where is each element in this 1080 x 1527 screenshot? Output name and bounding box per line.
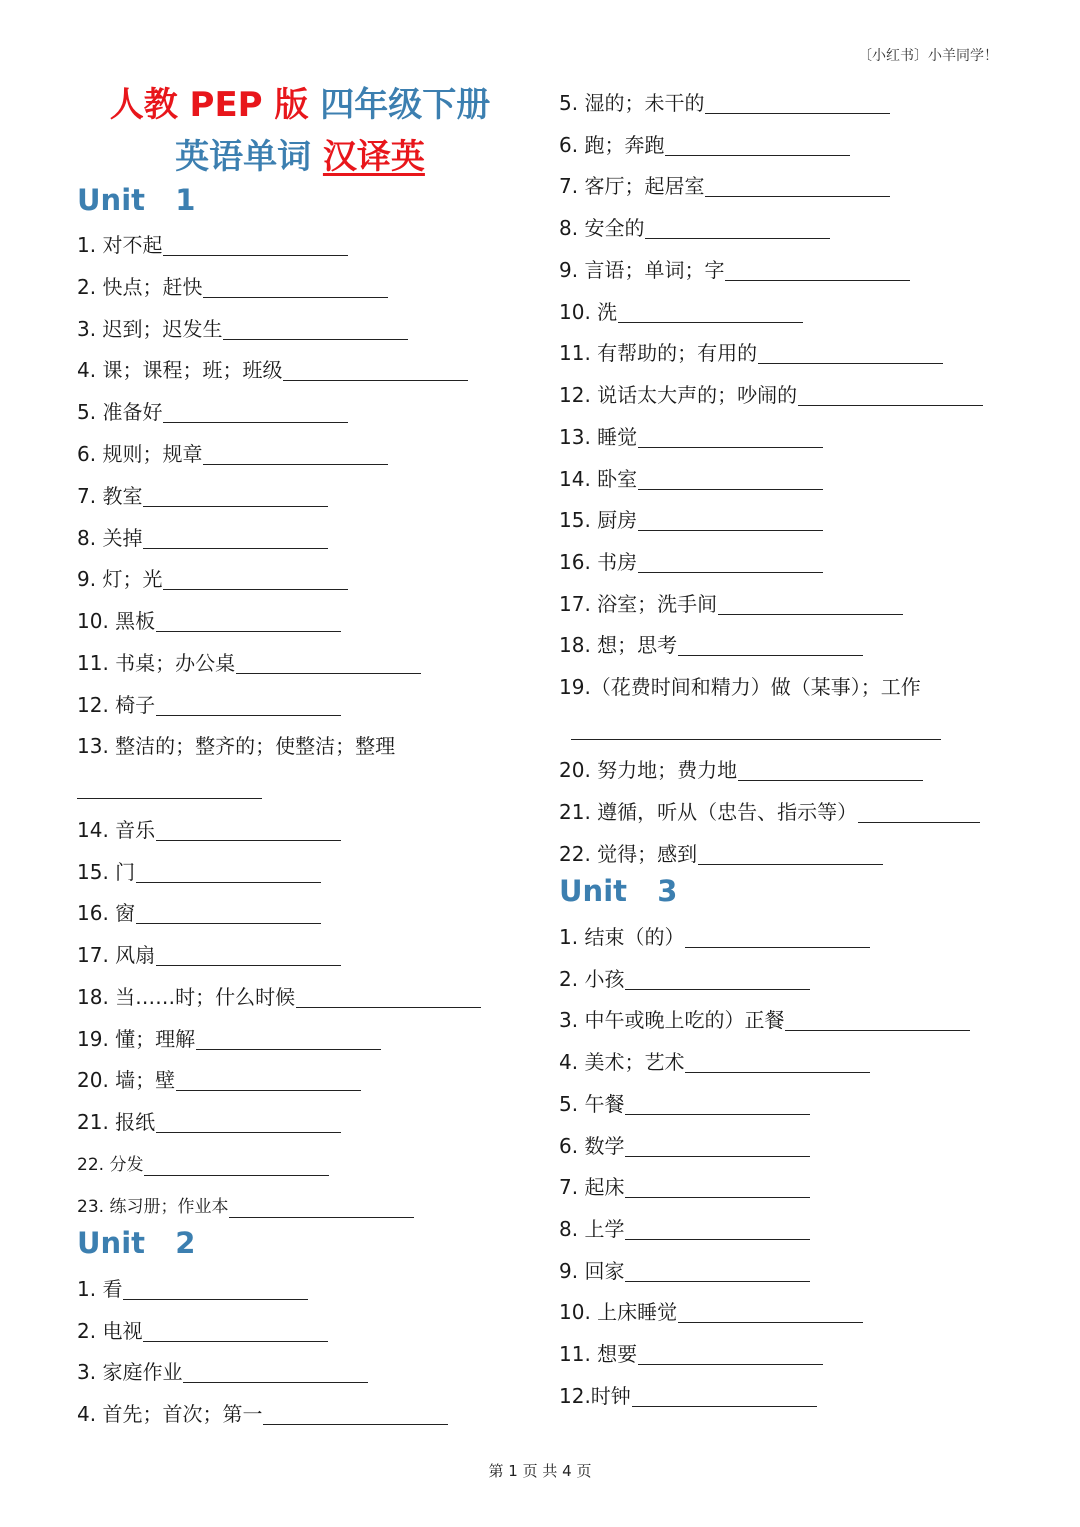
answer-blank[interactable] bbox=[136, 903, 321, 924]
answer-blank[interactable] bbox=[678, 635, 863, 656]
list-item: 15. 厨房 bbox=[559, 506, 823, 534]
list-item: 23. 练习册；作业本 bbox=[77, 1193, 414, 1221]
list-item: 22. 觉得；感到 bbox=[559, 840, 883, 868]
list-item: 1. 看 bbox=[77, 1275, 308, 1303]
list-item: 16. 窗 bbox=[77, 899, 321, 927]
answer-blank[interactable] bbox=[625, 1094, 810, 1115]
list-item: 5. 准备好 bbox=[77, 398, 348, 426]
answer-blank[interactable] bbox=[123, 1279, 308, 1300]
list-item: 19. 懂；理解 bbox=[77, 1025, 381, 1053]
answer-blank[interactable] bbox=[144, 1155, 329, 1176]
answer-blank[interactable] bbox=[638, 552, 823, 573]
list-item: 13. 睡觉 bbox=[559, 423, 823, 451]
list-item: 3. 迟到；迟发生 bbox=[77, 315, 408, 343]
title-line-2 bbox=[60, 137, 540, 177]
list-item: 8. 关掉 bbox=[77, 524, 328, 552]
answer-blank[interactable] bbox=[143, 528, 328, 549]
list-item: 16. 书房 bbox=[559, 548, 823, 576]
list-item: 3. 中午或晚上吃的）正餐 bbox=[559, 1006, 970, 1034]
list-item: 12. 说话太大声的；吵闹的 bbox=[559, 381, 983, 409]
answer-blank[interactable] bbox=[156, 820, 341, 841]
list-item: 5. 午餐 bbox=[559, 1090, 810, 1118]
answer-blank[interactable] bbox=[625, 1261, 810, 1282]
answer-blank[interactable] bbox=[685, 1052, 870, 1073]
list-item: 2. 小孩 bbox=[559, 965, 810, 993]
answer-blank[interactable] bbox=[229, 1197, 414, 1218]
answer-blank[interactable] bbox=[571, 739, 941, 740]
list-item: 1. 结束（的） bbox=[559, 923, 870, 951]
answer-blank[interactable] bbox=[196, 1029, 381, 1050]
list-item: 14. 音乐 bbox=[77, 816, 341, 844]
answer-blank[interactable] bbox=[705, 176, 890, 197]
list-item: 22. 分发 bbox=[77, 1151, 329, 1179]
answer-blank[interactable] bbox=[738, 760, 923, 781]
list-item: 6. 跑；奔跑 bbox=[559, 131, 850, 159]
list-item: 9. 回家 bbox=[559, 1257, 810, 1285]
answer-blank[interactable] bbox=[223, 319, 408, 340]
answer-blank[interactable] bbox=[632, 1386, 817, 1407]
answer-blank[interactable] bbox=[638, 1344, 823, 1365]
title-edition: 人教 PEP 版 bbox=[109, 85, 309, 125]
list-item: 20. 努力地；费力地 bbox=[559, 756, 923, 784]
answer-blank[interactable] bbox=[203, 444, 388, 465]
list-item: 17. 浴室；洗手间 bbox=[559, 590, 903, 618]
list-item: 8. 上学 bbox=[559, 1215, 810, 1243]
answer-blank[interactable] bbox=[625, 1136, 810, 1157]
answer-blank[interactable] bbox=[625, 1177, 810, 1198]
answer-blank[interactable] bbox=[183, 1362, 368, 1383]
answer-blank[interactable] bbox=[156, 695, 341, 716]
list-item: 1. 对不起 bbox=[77, 231, 348, 259]
list-item: 10. 洗 bbox=[559, 298, 803, 326]
list-item: 2. 电视 bbox=[77, 1317, 328, 1345]
list-item: 3. 家庭作业 bbox=[77, 1358, 368, 1386]
list-item: 12. 椅子 bbox=[77, 691, 341, 719]
list-item: 10. 黑板 bbox=[77, 607, 341, 635]
answer-blank[interactable] bbox=[718, 594, 903, 615]
title-mode: 汉译英 bbox=[322, 137, 425, 177]
list-item: 20. 墙；壁 bbox=[77, 1066, 361, 1094]
answer-blank[interactable] bbox=[163, 569, 348, 590]
list-item: 7. 客厅；起居室 bbox=[559, 172, 890, 200]
list-item: 11. 想要 bbox=[559, 1340, 823, 1368]
list-item: 14. 卧室 bbox=[559, 465, 823, 493]
answer-blank[interactable] bbox=[785, 1010, 970, 1031]
answer-blank[interactable] bbox=[77, 798, 262, 799]
answer-blank[interactable] bbox=[638, 469, 823, 490]
list-item: 9. 言语；单词；字 bbox=[559, 256, 910, 284]
list-item: 11. 有帮助的；有用的 bbox=[559, 339, 943, 367]
list-item: 7. 起床 bbox=[559, 1173, 810, 1201]
list-item: 7. 教室 bbox=[77, 482, 328, 510]
header-note: 〔小红书〕小羊同学！ bbox=[858, 48, 998, 64]
list-item: 4. 首先；首次；第一 bbox=[77, 1400, 448, 1428]
answer-blank[interactable] bbox=[263, 1404, 448, 1425]
answer-blank[interactable] bbox=[156, 611, 341, 632]
list-item: 6. 数学 bbox=[559, 1132, 810, 1160]
unit-2-heading: Unit 2 bbox=[77, 1226, 196, 1260]
answer-blank[interactable] bbox=[283, 360, 468, 381]
answer-blank[interactable] bbox=[136, 862, 321, 883]
answer-blank[interactable] bbox=[296, 987, 481, 1008]
answer-blank[interactable] bbox=[665, 135, 850, 156]
unit-3-heading: Unit 3 bbox=[559, 874, 678, 908]
answer-blank[interactable] bbox=[758, 343, 943, 364]
list-item: 10. 上床睡觉 bbox=[559, 1298, 863, 1326]
answer-blank[interactable] bbox=[725, 260, 910, 281]
answer-blank[interactable] bbox=[236, 653, 421, 674]
answer-blank[interactable] bbox=[143, 1321, 328, 1342]
answer-blank[interactable] bbox=[638, 427, 823, 448]
unit-1-heading: Unit 1 bbox=[77, 183, 196, 217]
title-line-1 bbox=[60, 85, 540, 125]
answer-blank[interactable] bbox=[638, 510, 823, 531]
answer-blank[interactable] bbox=[618, 302, 803, 323]
answer-blank[interactable] bbox=[798, 385, 983, 406]
list-item: 5. 湿的；未干的 bbox=[559, 89, 890, 117]
list-item: 4. 课；课程；班；班级 bbox=[77, 356, 468, 384]
answer-blank[interactable] bbox=[685, 927, 870, 948]
answer-blank[interactable] bbox=[163, 402, 348, 423]
list-item: 11. 书桌；办公桌 bbox=[77, 649, 421, 677]
list-item: 19.（花费时间和精力）做（某事）；工作 bbox=[559, 675, 921, 699]
title-subject: 英语单词 bbox=[175, 137, 312, 177]
answer-blank[interactable] bbox=[156, 1112, 341, 1133]
answer-blank[interactable] bbox=[176, 1070, 361, 1091]
list-item: 6. 规则；规章 bbox=[77, 440, 388, 468]
list-item: 12.时钟 bbox=[559, 1382, 817, 1410]
answer-blank[interactable] bbox=[625, 969, 810, 990]
answer-blank[interactable] bbox=[698, 844, 883, 865]
answer-blank[interactable] bbox=[858, 802, 980, 823]
list-item: 4. 美术；艺术 bbox=[559, 1048, 870, 1076]
answer-blank[interactable] bbox=[645, 218, 830, 239]
answer-blank[interactable] bbox=[705, 93, 890, 114]
answer-blank[interactable] bbox=[203, 277, 388, 298]
answer-blank[interactable] bbox=[163, 235, 348, 256]
title-grade: 四年级下册 bbox=[320, 85, 491, 125]
answer-blank[interactable] bbox=[143, 486, 328, 507]
list-item: 18. 当……时；什么时候 bbox=[77, 983, 481, 1011]
list-item: 8. 安全的 bbox=[559, 214, 830, 242]
list-item: 21. 报纸 bbox=[77, 1108, 341, 1136]
answer-blank[interactable] bbox=[156, 945, 341, 966]
answer-blank[interactable] bbox=[625, 1219, 810, 1240]
list-item: 2. 快点；赶快 bbox=[77, 273, 388, 301]
list-item: 13. 整洁的；整齐的；使整洁；整理 bbox=[77, 734, 396, 758]
answer-blank[interactable] bbox=[678, 1302, 863, 1323]
list-item: 9. 灯；光 bbox=[77, 565, 348, 593]
list-item: 21. 遵循，听从（忠告、指示等） bbox=[559, 798, 980, 826]
list-item: 15. 门 bbox=[77, 858, 321, 886]
page-footer: 第 1 页 共 4 页 bbox=[488, 1462, 592, 1480]
list-item: 17. 风扇 bbox=[77, 941, 341, 969]
list-item: 18. 想；思考 bbox=[559, 631, 863, 659]
